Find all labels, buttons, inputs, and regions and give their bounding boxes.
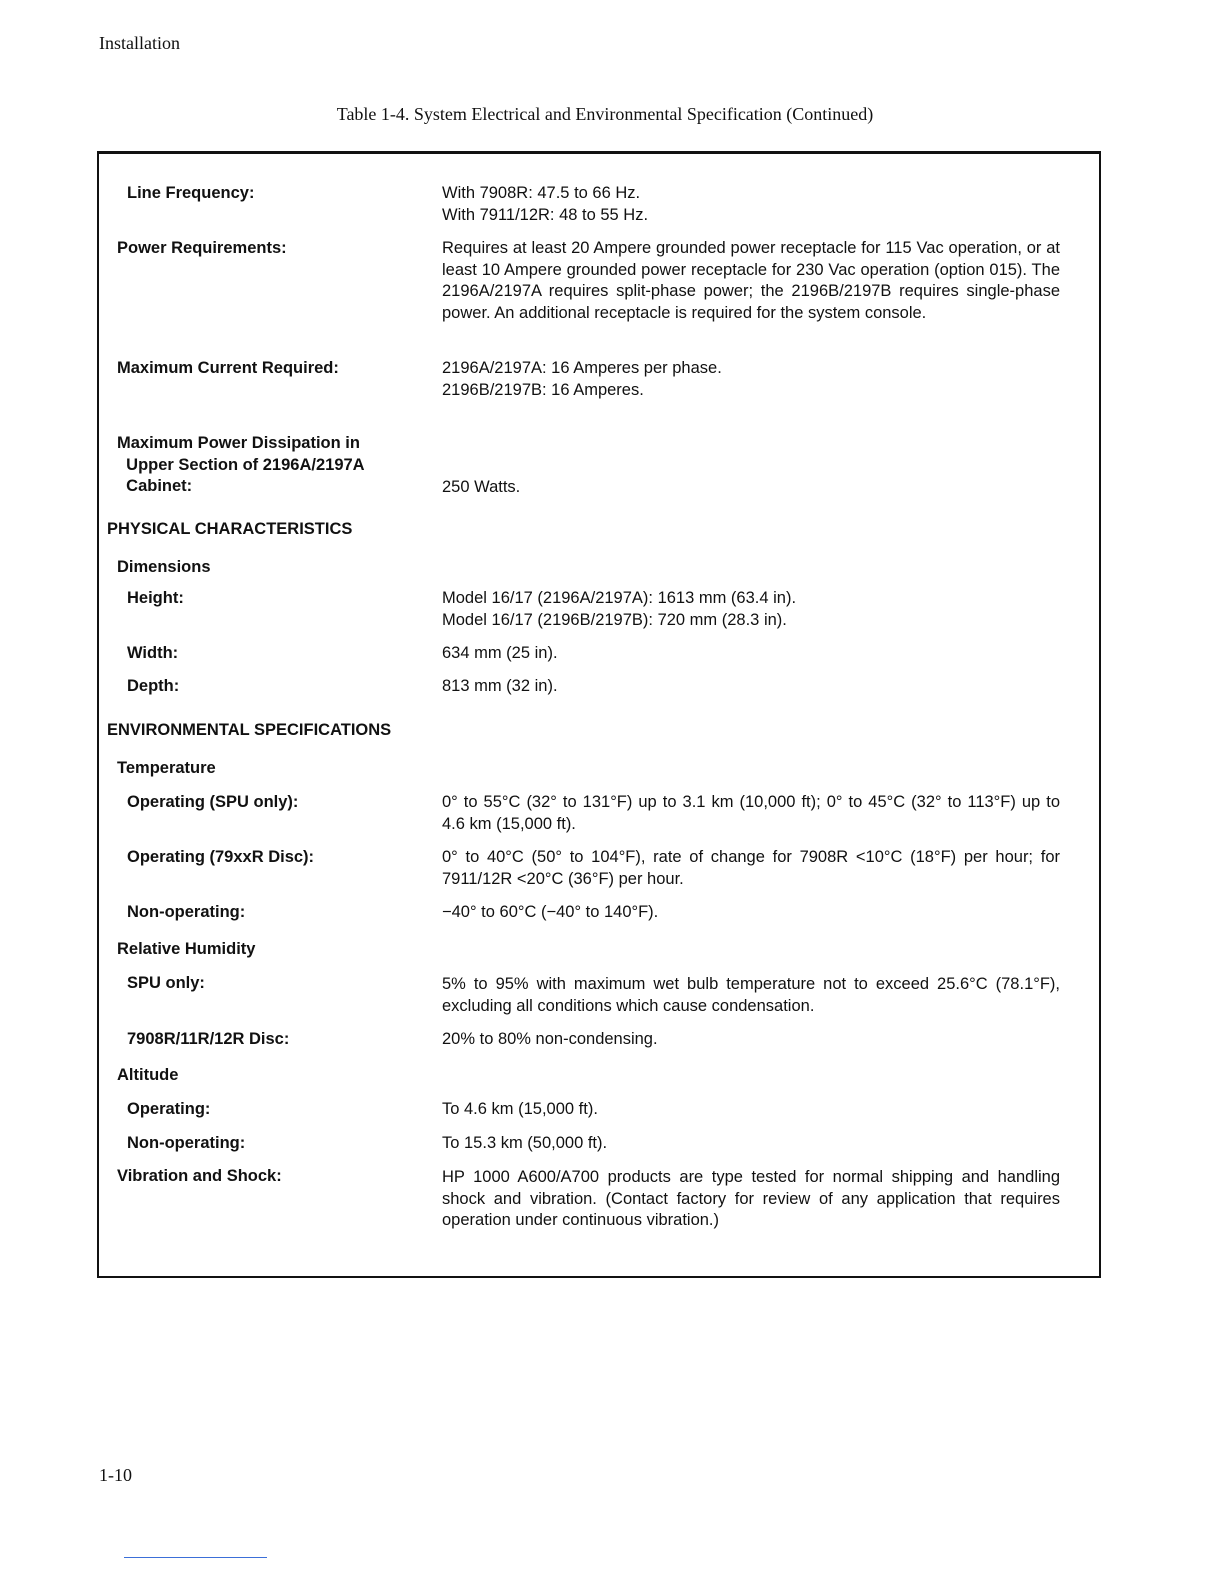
group-altitude: Altitude [117,1066,179,1084]
depth-label: Depth: [127,677,180,695]
page-number: 1-10 [99,1465,132,1485]
vibration-shock-label: Vibration and Shock: [117,1167,282,1185]
running-header: Installation [99,33,180,53]
temp-non-operating-label: Non-operating: [127,903,246,921]
operating-disc-value: 0° to 40°C (50° to 104°F), rate of change for 7908R <10°C (18°F) per hour; for 7911/12R <20°C (36°F) per hour. [442,848,1060,888]
power-requirements-label: Power Requirements: [117,239,287,257]
height-label: Height: [127,589,184,607]
operating-spu-label: Operating (SPU only): [127,793,299,811]
line-frequency-label: Line Frequency: [127,184,255,202]
width-value: 634 mm (25 in). [442,644,558,662]
altitude-operating-value: To 4.6 km (15,000 ft). [442,1100,598,1118]
max-power-dissipation-value: 250 Watts. [442,478,521,496]
group-relative-humidity: Relative Humidity [117,940,256,958]
temp-non-operating-value: −40° to 60°C (−40° to 140°F). [442,903,659,921]
power-requirements-value: Requires at least 20 Ampere grounded power receptacle for 115 Vac operation, or at least 10 Ampere grounded power receptacle for 230 Vac operation (option 015). The 2196A/2197A requires split-phase power; the 2196B/2197B requires single-phase power. An additional receptacle is required for the system console. [442,239,1060,322]
humidity-spu-value: 5% to 95% with maximum wet bulb temperature not to exceed 25.6°C (78.1°F), excluding all conditions which cause condensation. [442,975,1060,1015]
altitude-non-operating-label: Non-operating: [127,1134,246,1152]
table-caption: Table 1-4. System Electrical and Environmental Specification (Continued) [336,104,874,124]
altitude-operating-label: Operating: [127,1100,211,1118]
max-power-dissipation-label: Maximum Power Dissipation in Upper Section of 2196A/2197A Cabinet: [117,434,365,496]
height-value: Model 16/17 (2196A/2197A): 1613 mm (63.4 in). Model 16/17 (2196B/2197B): 720 mm (28.3 in). [442,589,797,629]
footer-rule [124,1557,267,1558]
section-heading-environmental: ENVIRONMENTAL SPECIFICATIONS [107,721,392,739]
operating-disc-label: Operating (79xxR Disc): [127,848,315,866]
line-frequency-value: With 7908R: 47.5 to 66 Hz. With 7911/12R: 48 to 55 Hz. [442,184,649,224]
max-current-label: Maximum Current Required: [117,359,339,377]
group-dimensions: Dimensions [117,558,211,576]
group-temperature: Temperature [117,759,216,777]
humidity-spu-label: SPU only: [127,974,205,992]
operating-spu-value: 0° to 55°C (32° to 131°F) up to 3.1 km (10,000 ft); 0° to 45°C (32° to 113°F) up to 4.6 km (15,000 ft). [442,793,1060,833]
humidity-disc-label: 7908R/11R/12R Disc: [127,1030,290,1048]
humidity-disc-value: 20% to 80% non-condensing. [442,1030,658,1048]
width-label: Width: [127,644,179,662]
max-current-value: 2196A/2197A: 16 Amperes per phase. 2196B/2197B: 16 Amperes. [442,359,722,399]
altitude-non-operating-value: To 15.3 km (50,000 ft). [442,1134,608,1152]
depth-value: 813 mm (32 in). [442,677,558,695]
section-heading-physical: PHYSICAL CHARACTERISTICS [107,520,353,538]
vibration-shock-value: HP 1000 A600/A700 products are type tested for normal shipping and handling shock and vibration. (Contact factory for review of any application that requires operation under continuous vibration.) [442,1168,1060,1230]
